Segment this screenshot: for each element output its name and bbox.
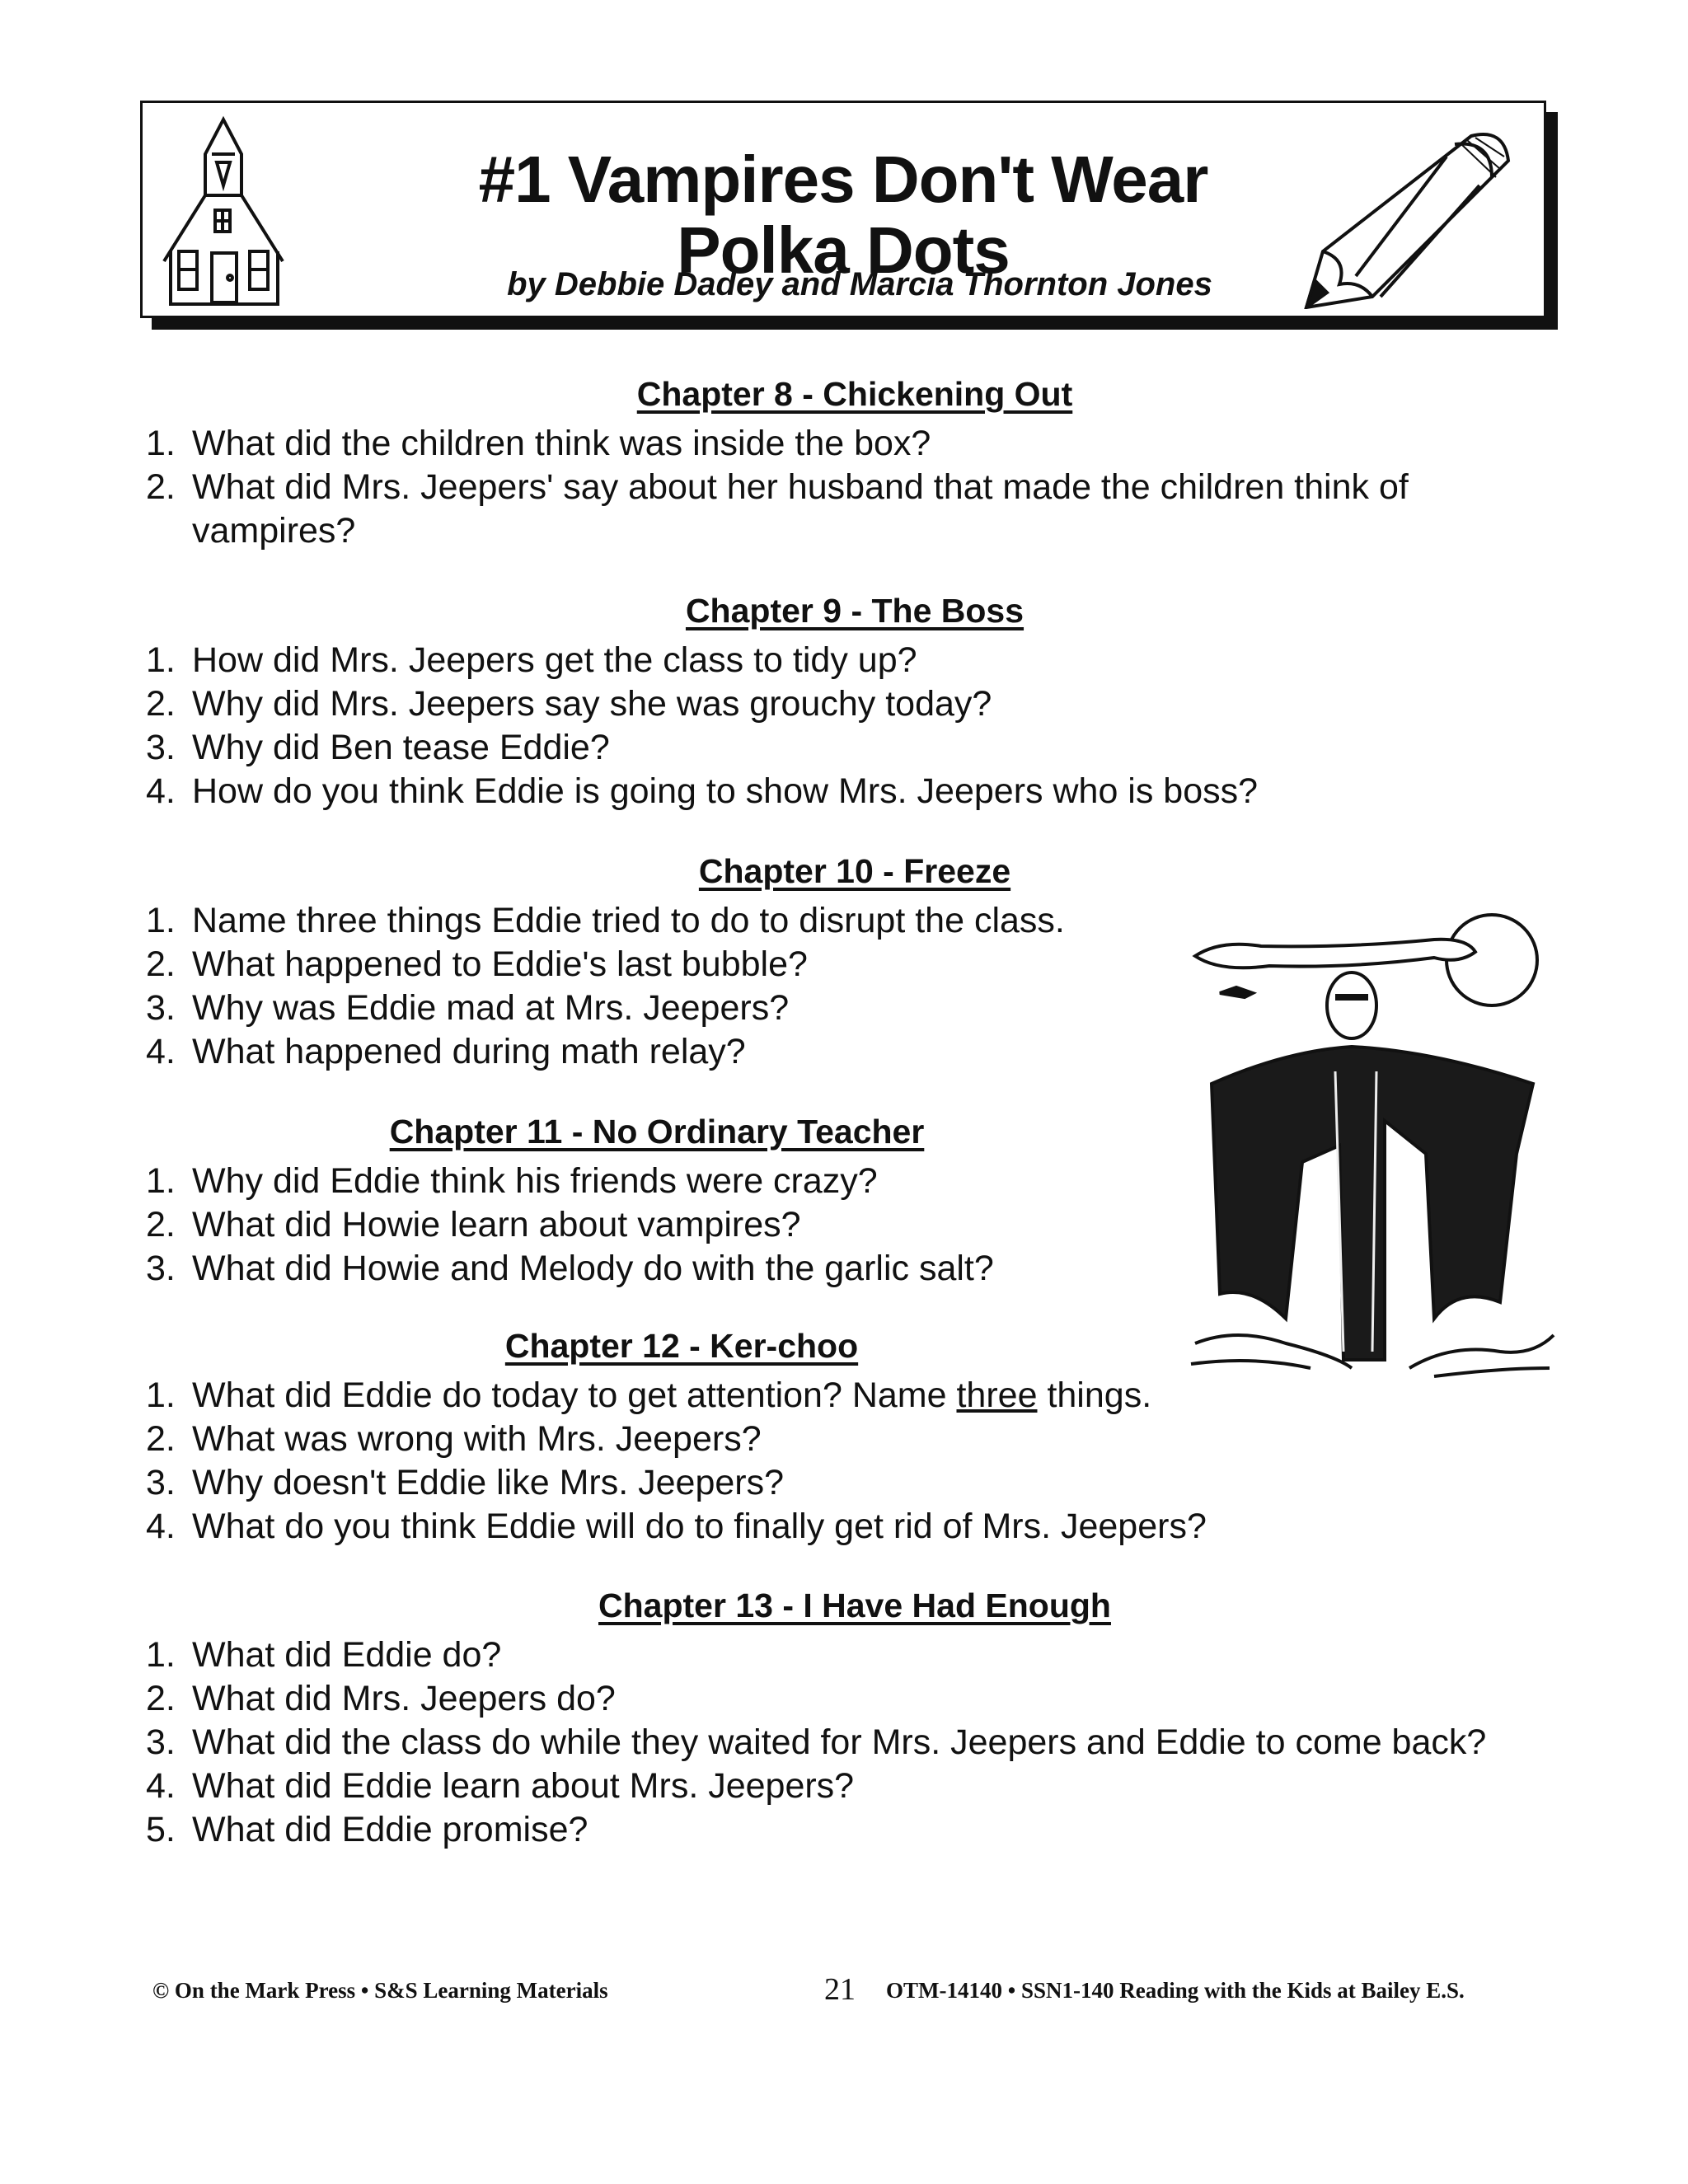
question-number: 2. [146,467,176,507]
chapter-8-section [146,375,1564,553]
question-text: What did Mrs. Jeepers do? [192,1679,616,1718]
question-number: 3. [146,728,176,767]
question-item [146,1677,1564,1721]
vampire-illustration [1187,907,1558,1385]
question-number: 1. [146,424,176,463]
question-text: Why did Eddie think his friends were crazy? [192,1161,878,1201]
chapter-13-section [146,1586,1564,1852]
question-text: What did the class do while they waited for Mrs. Jeepers and Eddie to come back? [192,1722,1487,1762]
question-number: 2. [146,1679,176,1718]
question-number: 2. [146,944,176,984]
title-banner [140,101,1546,318]
question-text: What happened to Eddie's last bubble? [192,944,808,984]
question-number: 3. [146,988,176,1028]
question-text: Why did Mrs. Jeepers say she was grouchy today? [192,684,992,724]
question-number: 4. [146,1766,176,1806]
question-text: What was wrong with Mrs. Jeepers? [192,1419,762,1459]
question-number: 3. [146,1463,176,1502]
question-number: 2. [146,1205,176,1244]
question-text: Why was Eddie mad at Mrs. Jeepers? [192,988,790,1028]
chapter-9-section [146,592,1564,813]
question-number: 1. [146,1376,176,1415]
question-text: What did Howie learn about vampires? [192,1205,801,1244]
question-text: What do you think Eddie will do to finally get rid of Mrs. Jeepers? [192,1507,1207,1546]
chapter-heading: Chapter 12 - Ker-choo [504,1327,859,1365]
question-item [146,682,1564,726]
title-line-2: Polka Dots [677,213,1010,287]
pencil-icon [1290,120,1521,309]
question-item [146,1721,1564,1765]
question-text: Why did Ben tease Eddie? [192,728,610,767]
question-text: What did Eddie promise? [192,1810,588,1849]
question-number: 2. [146,1419,176,1459]
question-item [146,1633,1564,1677]
question-item [146,770,1564,813]
question-text: things. [1037,1376,1152,1415]
question-item [146,1247,1168,1291]
chapter-heading: Chapter 13 - I Have Had Enough [598,1586,1111,1624]
question-item [146,1160,1168,1203]
question-number: 5. [146,1810,176,1849]
question-text: What happened during math relay? [192,1032,746,1071]
question-text: What did the children think was inside the box? [192,424,931,463]
question-item [146,639,1564,682]
question-number: 1. [146,901,176,940]
question-text: What did Eddie do today to get attention? Name [192,1376,957,1415]
question-text: How did Mrs. Jeepers get the class to tidy up? [192,640,917,680]
question-text: Why doesn't Eddie like Mrs. Jeepers? [192,1463,785,1502]
question-text: How do you think Eddie is going to show Mrs. Jeepers who is boss? [192,771,1259,811]
question-text: What did Eddie do? [192,1635,502,1675]
question-item [146,1765,1564,1808]
question-number: 1. [146,1635,176,1675]
chapter-heading: Chapter 8 - Chickening Out [636,375,1073,413]
question-text: What did Eddie learn about Mrs. Jeepers? [192,1766,855,1806]
question-number: 1. [146,640,176,680]
chapter-heading: Chapter 10 - Freeze [698,852,1011,890]
question-item [146,422,1564,466]
question-number: 3. [146,1249,176,1288]
question-item [146,726,1564,770]
question-item [146,1505,1564,1549]
question-text: What did Howie and Melody do with the garlic salt? [192,1249,994,1288]
byline: by Debbie Dadey and Marcia Thornton Jones [507,266,1212,302]
page-number: 21 [824,1972,856,2007]
question-item [146,466,1564,553]
question-item [146,1418,1564,1461]
underlined-word: three [956,1376,1038,1415]
question-item [146,1461,1564,1505]
question-number: 1. [146,1161,176,1201]
title-line-1: #1 Vampires Don't Wear [478,143,1208,216]
footer-publisher: © On the Mark Press • S&S Learning Materials [152,1978,608,2003]
question-item [146,1203,1168,1247]
chapter-heading: Chapter 11 - No Ordinary Teacher [389,1113,925,1151]
question-item [146,1808,1564,1852]
question-text: Name three things Eddie tried to do to disrupt the class. [192,901,1065,940]
question-text: What did Mrs. Jeepers' say about her husband that made the children think of vampires? [192,467,1409,551]
question-number: 3. [146,1722,176,1762]
chapter-11-section [146,1113,1168,1291]
question-number: 4. [146,1032,176,1071]
question-number: 2. [146,684,176,724]
question-number: 4. [146,771,176,811]
footer-product-code: OTM-14140 • SSN1-140 Reading with the Kids at Bailey E.S. [886,1978,1465,2003]
chapter-heading: Chapter 9 - The Boss [685,592,1025,630]
question-number: 4. [146,1507,176,1546]
